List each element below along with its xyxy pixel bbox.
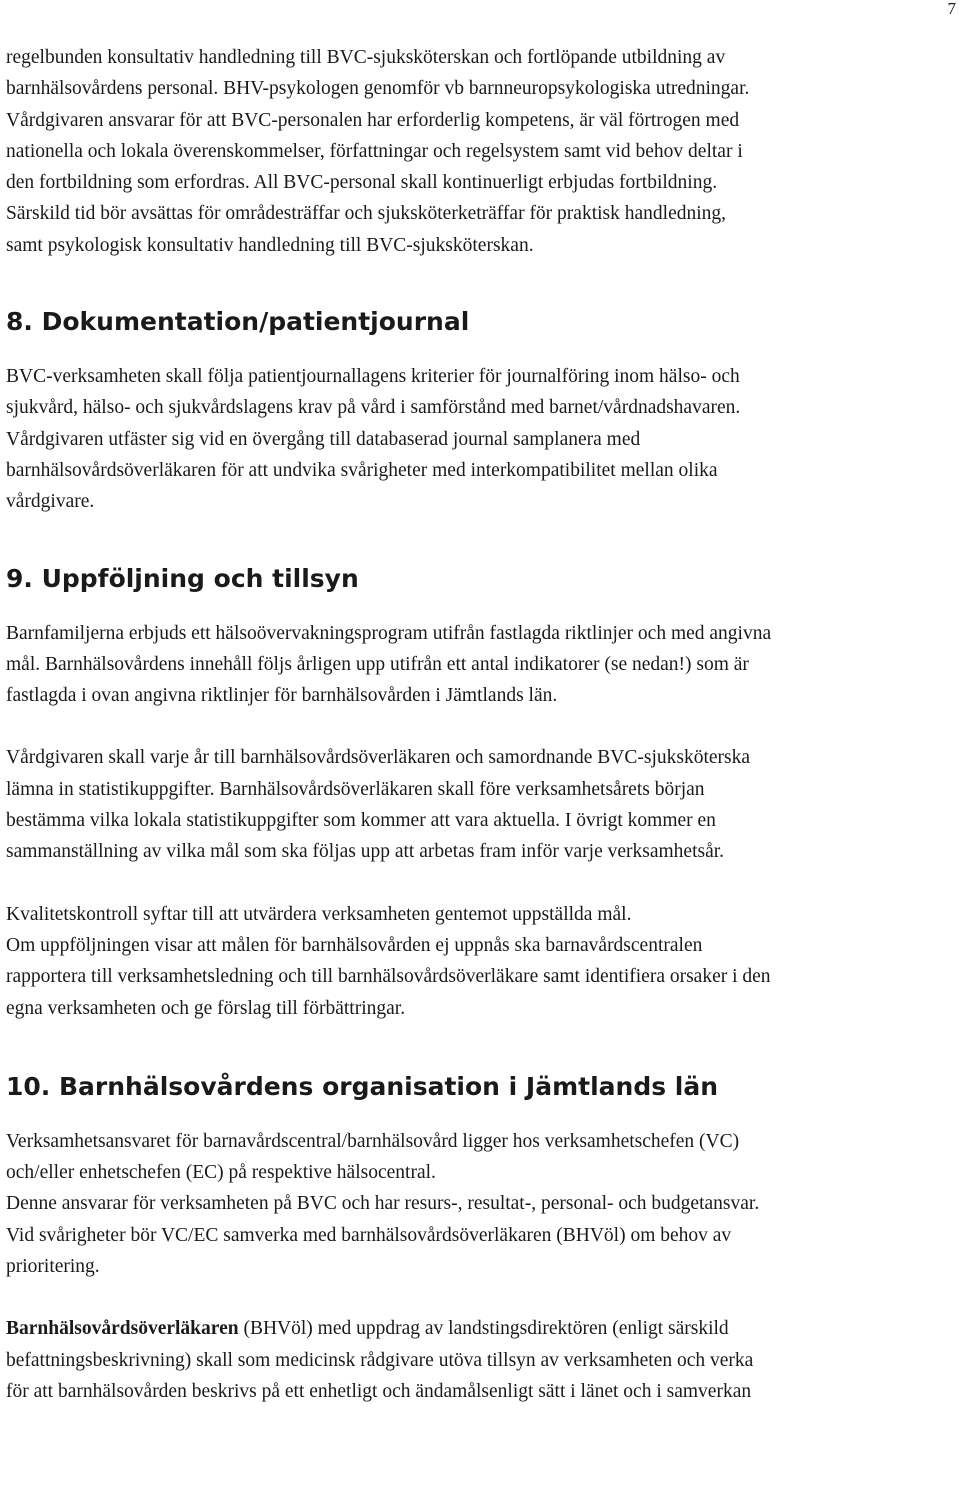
text-line: lämna in statistikuppgifter. Barnhälsovårdsöverläkaren skall före verksamhetsårets början <box>6 778 705 800</box>
text-line: fastlagda i ovan angivna riktlinjer för barnhälsovården i Jämtlands län. <box>6 685 558 707</box>
section-9-heading: 9. Uppföljning och tillsyn <box>6 563 359 593</box>
text-line: Särskild tid bör avsättas för områdesträffar och sjuksköterketräffar för praktisk handledning, <box>6 203 727 225</box>
text-line: Denne ansvarar för verksamheten på BVC och har resurs-, resultat-, personal- och budgetansvar. <box>6 1193 760 1215</box>
text-line: Vårdgivaren skall varje år till barnhälsovårdsöverläkaren och samordnande BVC-sjuksköterska <box>6 747 751 769</box>
text-line: regelbunden konsultativ handledning till BVC-sjuksköterskan och fortlöpande utbildning av <box>6 47 726 68</box>
text-line: Vid svårigheter bör VC/EC samverka med barnhälsovårdsöverläkaren (BHVöl) om behov av <box>6 1224 732 1246</box>
section-10-paragraph-2 <box>6 1313 956 1407</box>
text-line: sammanställning av vilka mål som ska följas upp att arbetas fram inför varje verksamhetsår. <box>6 841 725 863</box>
text-line: Verksamhetsansvaret för barnavårdscentral/barnhälsovård ligger hos verksamhetschefen (VC) <box>6 1130 740 1152</box>
text-line: Barnfamiljerna erbjuds ett hälsoövervakningsprogram utifrån fastlagda riktlinjer och med angivna <box>6 622 772 644</box>
text-line: bestämma vilka lokala statistikuppgifter som kommer att vara aktuella. I övrigt kommer en <box>6 810 716 832</box>
section-10-heading: 10. Barnhälsovårdens organisation i Jämtlands län <box>6 1071 719 1101</box>
text-line: vårdgivare. <box>6 491 95 513</box>
text-line: Om uppföljningen visar att målen för barnhälsovården ej uppnås ska barnavårdscentralen <box>6 934 703 956</box>
section-9-paragraph-2 <box>6 742 956 867</box>
page-number: 7 <box>947 0 956 18</box>
text-line: egna verksamheten och ge förslag till förbättringar. <box>6 997 406 1019</box>
text-line: Vårdgivaren utfäster sig vid en övergång till databaserad journal samplanera med <box>6 428 641 450</box>
text-line: för att barnhälsovården beskrivs på ett enhetligt och ändamålsenligt sätt i länet och i samverkan <box>6 1380 752 1402</box>
text-line: nationella och lokala överenskommelser, författningar och regelsystem samt vid behov deltar i <box>6 140 743 162</box>
intro-paragraph <box>6 42 956 261</box>
section-9-paragraph-1 <box>6 618 956 712</box>
text-fragment: (BHVöl) med uppdrag av landstingsdirektören (enligt särskild <box>238 1318 729 1340</box>
text-line <box>6 1313 956 1344</box>
text-line: rapportera till verksamhetsledning och till barnhälsovårdsöverläkare samt identifiera orsaker i den <box>6 966 771 988</box>
section-8-heading: 8. Dokumentation/patientjournal <box>6 307 470 337</box>
text-line: prioritering. <box>6 1256 100 1278</box>
text-line: och/eller enhetschefen (EC) på respektive hälsocentral. <box>6 1162 436 1184</box>
document-body <box>6 42 956 1407</box>
section-8-paragraph <box>6 361 956 517</box>
bold-term: Barnhälsovårdsöverläkaren <box>6 1318 239 1340</box>
text-line: mål. Barnhälsovårdens innehåll följs årligen upp utifrån ett antal indikatorer (se nedan!) som är <box>6 653 749 675</box>
text-line: Vårdgivaren ansvarar för att BVC-personalen har erforderlig kompetens, är väl förtrogen med <box>6 109 740 131</box>
text-line: samt psykologisk konsultativ handledning till BVC-sjuksköterskan. <box>6 234 534 256</box>
section-9-paragraph-3 <box>6 899 956 1024</box>
text-line: barnhälsovårdens personal. BHV-psykologen genomför vb barnneuropsykologiska utredningar. <box>6 78 750 100</box>
text-line: Kvalitetskontroll syftar till att utvärdera verksamheten gentemot uppställda mål. <box>6 903 632 925</box>
text-line: BVC-verksamheten skall följa patientjournallagens kriterier för journalföring inom hälso- och <box>6 366 740 388</box>
text-line: befattningsbeskrivning) skall som medicinsk rådgivare utöva tillsyn av verksamheten och verka <box>6 1349 754 1371</box>
text-line: sjukvård, hälso- och sjukvårdslagens krav på vård i samförstånd med barnet/vårdnadshavaren. <box>6 397 741 419</box>
text-line: den fortbildning som erfordras. All BVC-personal skall kontinuerligt erbjudas fortbildning. <box>6 172 718 194</box>
text-line: barnhälsovårdsöverläkaren för att undvika svårigheter med interkompatibilitet mellan olika <box>6 459 718 481</box>
section-10-paragraph-1 <box>6 1126 956 1282</box>
